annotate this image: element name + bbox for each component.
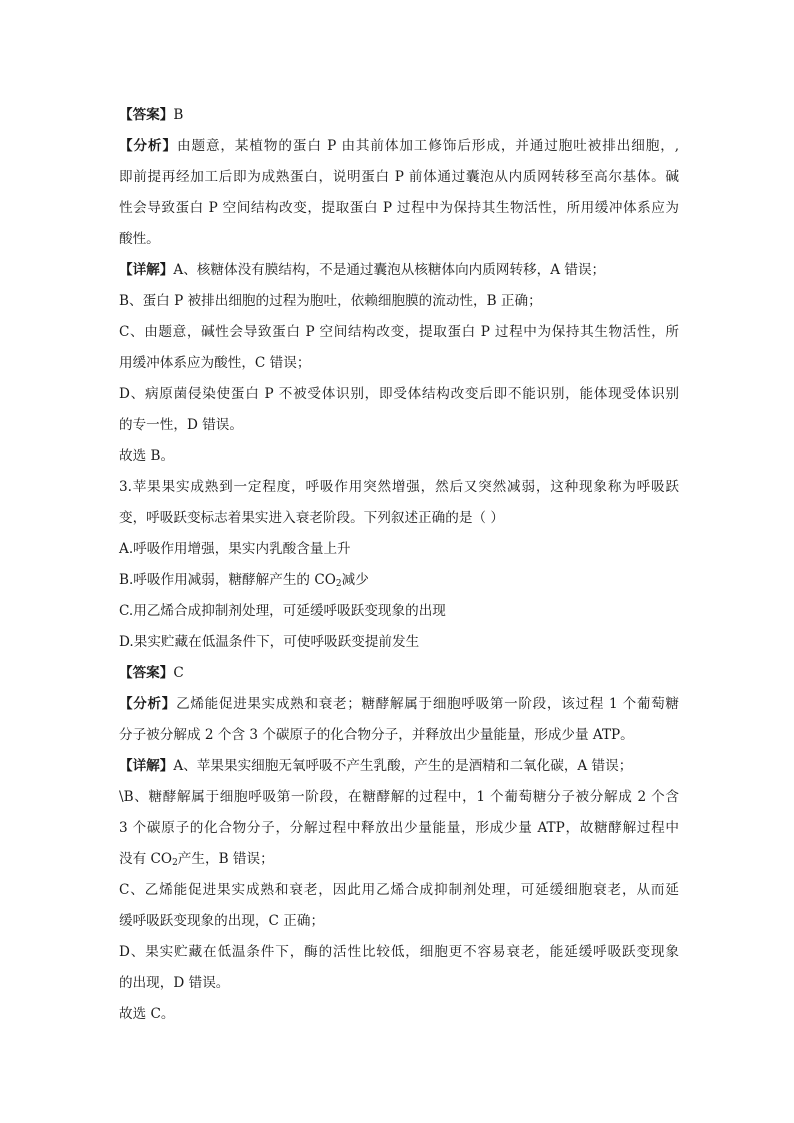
q2-answer-tag: 【答案】 <box>119 107 174 123</box>
q3-stem-line-1: 3.苹果果实成熟到一定程度，呼吸作用突然增强，然后又突然减弱，这种现象称为呼吸跃 <box>119 479 679 495</box>
q3-answer-tag: 【答案】 <box>119 665 174 681</box>
q3-option-b-subscript: 2 <box>335 579 342 589</box>
q3-detail-text-a: A、苹果果实细胞无氧呼吸不产生乳酸，产生的是酒精和二氧化碳，A 错误； <box>173 758 633 774</box>
q2-analysis-line-4: 酸性。 <box>119 231 160 247</box>
q3-detail-b3-text: 没有 CO <box>119 851 173 867</box>
q3-detail-line-c1: C、乙烯能促进果实成熟和衰老，因此用乙烯合成抑制剂处理，可延缓细胞衰老，从而延 <box>119 882 679 898</box>
q2-detail-tag: 【详解】 <box>119 262 174 278</box>
q2-detail-line-b: B、蛋白 P 被排出细胞的过程为胞吐，依赖细胞膜的流动性，B 正确； <box>119 293 542 309</box>
q2-detail-line-c2: 用缓冲体系应为酸性，C 错误； <box>119 355 311 371</box>
q3-detail-line-a <box>119 751 679 782</box>
q3-option-d: D.果实贮藏在低温条件下，可使呼吸跃变提前发生 <box>119 634 420 650</box>
q3-detail-b3-subscript: 2 <box>172 858 178 868</box>
q3-analysis-line-1 <box>119 689 679 720</box>
q3-option-b-tail: 减少 <box>341 572 369 588</box>
q3-detail-line-d2: 的出现，D 错误。 <box>119 975 230 991</box>
q3-detail-line-b1: \B、糖酵解属于细胞呼吸第一阶段，在糖酵解的过程中，1 个葡萄糖分子被分解成 2 个含 <box>119 789 679 805</box>
q3-conclusion: 故选 C。 <box>119 1006 175 1022</box>
q3-answer-line <box>119 658 679 689</box>
q3-detail-line-b3 <box>119 844 679 875</box>
q3-detail-tag: 【详解】 <box>119 758 174 774</box>
q2-detail-line-d2: 的专一性，D 错误。 <box>119 417 243 433</box>
q3-analysis-tag: 【分析】 <box>119 696 177 712</box>
q3-answer-value: C <box>173 665 184 681</box>
q3-detail-line-c2: 缓呼吸跃变现象的出现，C 正确； <box>119 913 325 929</box>
document-content <box>119 100 679 1030</box>
q3-option-c: C.用乙烯合成抑制剂处理，可延缓呼吸跃变现象的出现 <box>119 603 446 619</box>
q2-analysis-text-1: 由题意，某植物的蛋白 P 由其前体加工修饰后形成，并通过胞吐被排出细胞，, <box>176 138 680 154</box>
q2-analysis-line-3: 性会导致蛋白 P 空间结构改变，提取蛋白 P 过程中为保持其生物活性，所用缓冲体系应为 <box>119 200 679 216</box>
q3-detail-b3-tail: 产生，B 错误； <box>177 851 274 867</box>
q3-option-b-text: B.呼吸作用减弱，糖酵解产生的 CO <box>119 572 336 588</box>
q3-analysis-text-1: 乙烯能促进果实成熟和衰老；糖酵解属于细胞呼吸第一阶段，该过程 1 个葡萄糖 <box>176 696 679 712</box>
q2-analysis-line-1 <box>119 131 679 162</box>
q3-stem-line-2: 变，呼吸跃变标志着果实进入衰老阶段。下列叙述正确的是（ ） <box>119 510 504 526</box>
q2-answer-line <box>119 100 679 131</box>
q3-analysis-line-2: 分子被分解成 2 个含 3 个碳原子的化合物分子，并释放出少量能量，形成少量 ATP。 <box>119 727 634 743</box>
q2-conclusion: 故选 B。 <box>119 448 175 464</box>
q3-option-b <box>119 565 679 596</box>
q3-detail-line-b2: 3 个碳原子的化合物分子，分解过程中释放出少量能量，形成少量 ATP，故糖酵解过程中 <box>119 820 679 836</box>
q2-analysis-line-2: 即前提再经加工后即为成熟蛋白，说明蛋白 P 前体通过囊泡从内质网转移至高尔基体。碱 <box>119 169 679 185</box>
q3-option-a: A.呼吸作用增强，果实内乳酸含量上升 <box>119 541 351 557</box>
q2-detail-line-c1: C、由题意，碱性会导致蛋白 P 空间结构改变，提取蛋白 P 过程中为保持其生物活性，所 <box>119 324 679 340</box>
q2-answer-value: B <box>173 107 184 123</box>
q2-detail-line-d1: D、病原菌侵染使蛋白 P 不被受体识别，即受体结构改变后即不能识别，能体现受体识别 <box>119 386 679 402</box>
q2-analysis-tag: 【分析】 <box>119 138 177 154</box>
q2-detail-text-a: A、核糖体没有膜结构，不是通过囊泡从核糖体向内质网转移，A 错误； <box>173 262 606 278</box>
q3-detail-line-d1: D、果实贮藏在低温条件下，酶的活性比较低，细胞更不容易衰老，能延缓呼吸跃变现象 <box>119 944 679 960</box>
q2-detail-line-a <box>119 255 679 286</box>
